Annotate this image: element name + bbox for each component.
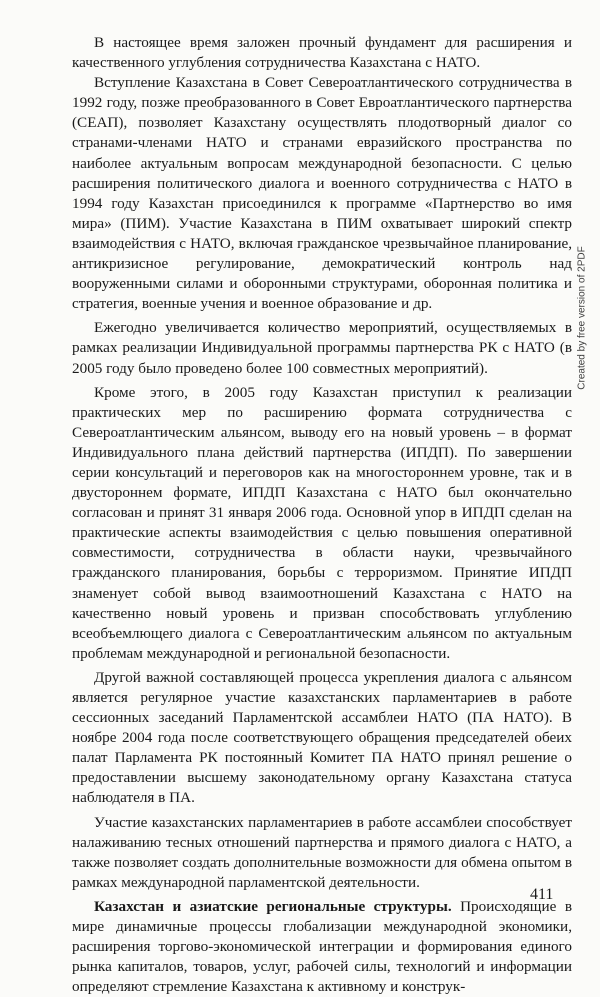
paragraph-nacc-pfp: Вступление Казахстана в Совет Североатлантического сотрудничества в 1992 году, позже преобразованного в Совет Евроатлантического партнерства (СЕАП), позволяет Казахстану осуществлять плодотворный диалог со странами-членами НАТО и странами евразийского пространства по наиболее актуальным вопросам международной безопасности. С целью расширения политического диалога и военного сотрудничества с НАТО в 1994 году Казахстан присоединился к программе «Партнерство во имя мира» (ПИМ). Участие Казахстана в ПИМ охватывает широкий спектр взаимодействия с НАТО, включая гражданское чрезвычайное планирование, антикризисное регулирование, демократический контроль над вооруженными силами и оборонными структурами, оборонная политика и стратегия, военные учения и военное образование и др. <box>72 74 572 313</box>
section-text: Происходящие в мире динамичные процессы глобализации международной экономики, расширения торгово-экономической интеграции и формирования единого рынка капиталов, товаров, услуг, рабочей силы, технологий и информации определяют стремление Казахстана к активному и конструк- <box>72 897 572 996</box>
watermark: Created by free version of 2PDF <box>576 246 588 390</box>
paragraph-foundation: В настоящее время заложен прочный фундамент для расширения и качественного углубления сотрудничества Казахстана с НАТО. <box>72 34 572 72</box>
paragraph-nato-pa: Другой важной составляющей процесса укрепления диалога с альянсом является регулярное участие казахстанских парламентариев в работе сессионных заседаний Парламентской ассамблеи НАТО (ПА НАТО). В ноябре 2004 года после соответствующего обращения председателей обеих палат Парламента РК постоянный Комитет ПА НАТО принял решение о предоставлении высшему законодательному органу Казахстана статуса наблюдателя в ПА. <box>72 668 572 807</box>
page-body <box>72 33 572 997</box>
section-heading: Казахстан и азиатские региональные структуры. <box>94 897 452 915</box>
page-number: 411 <box>530 886 554 903</box>
paragraph-ipp-events: Ежегодно увеличивается количество мероприятий, осуществляемых в рамках реализации Индивидуальной программы партнерства РК с НАТО (в 2005 году было проведено более 100 совместных мероприятий). <box>72 319 572 377</box>
paragraph-asian-structures <box>72 897 572 997</box>
paragraph-parliament-dialogue: Участие казахстанских парламентариев в работе ассамблеи способствует налаживанию тесных отношений партнерства и прямого диалога с НАТО, а также позволяет создать дополнительные возможности для обмена опытом в рамках международной парламентской деятельности. <box>72 813 572 891</box>
paragraph-ipap: Кроме этого, в 2005 году Казахстан приступил к реализации практических мер по расширению формата сотрудничества с Североатлантическим альянсом, выводу его на новый уровень – в формат Индивидуального плана действий партнерства (ИПДП). По завершении серии консультаций и переговоров как на многостороннем уровне, так и в двустороннем формате, ИПДП Казахстана с НАТО был окончательно согласован и принят 31 января 2006 года. Основной упор в ИПДП сделан на практические аспекты взаимодействия с целью повышения оперативной совместимости, сотрудничества в области науки, чрезвычайного гражданского планирования, борьбы с терроризмом. Принятие ИПДП знаменует собой вывод взаимоотношений Казахстана с НАТО на качественно новый уровень и призван способствовать углублению всеобъемлющего диалога с Североатлантическим альянсом по актуальным проблемам международной и региональной безопасности. <box>72 383 572 662</box>
